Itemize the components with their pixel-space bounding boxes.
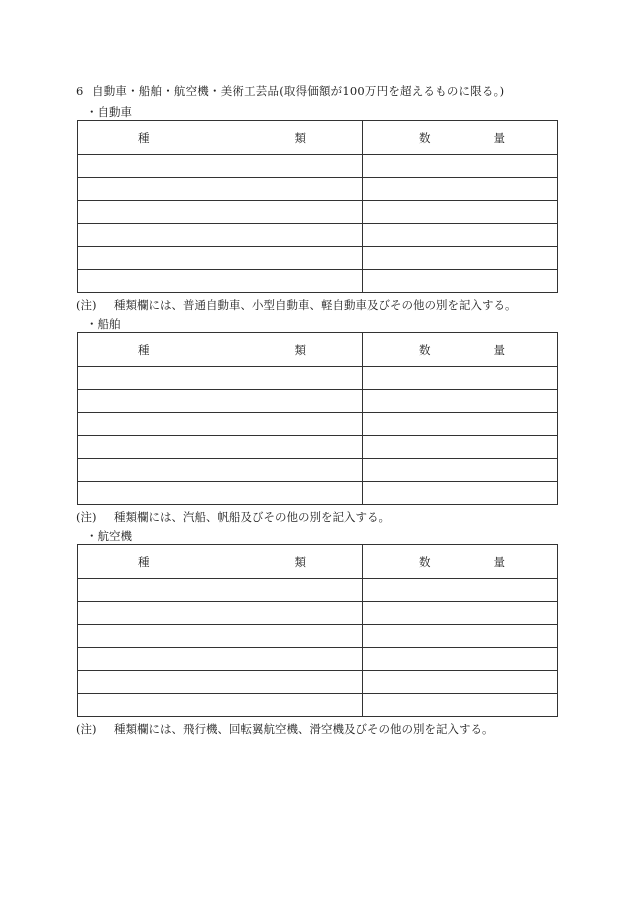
note-text: 種類欄には、汽船、帆船及びその他の別を記入する。 bbox=[114, 510, 390, 524]
table-row bbox=[78, 367, 558, 390]
type-cell[interactable] bbox=[78, 413, 363, 436]
table-row bbox=[78, 155, 558, 178]
type-cell[interactable] bbox=[78, 224, 363, 247]
note-text: 種類欄には、普通自動車、小型自動車、軽自動車及びその他の別を記入する。 bbox=[114, 298, 517, 312]
quantity-cell[interactable] bbox=[363, 413, 558, 436]
quantity-cell[interactable] bbox=[363, 625, 558, 648]
ship-table bbox=[77, 332, 558, 505]
type-column-header: 種 類 bbox=[78, 545, 363, 579]
type-cell[interactable] bbox=[78, 178, 363, 201]
table-row bbox=[78, 482, 558, 505]
quantity-cell[interactable] bbox=[363, 694, 558, 717]
quantity-column-header: 数 量 bbox=[363, 545, 558, 579]
automobile-table bbox=[77, 120, 558, 293]
quantity-column-header: 数 量 bbox=[363, 333, 558, 367]
type-column-header: 種 類 bbox=[78, 333, 363, 367]
table-row bbox=[78, 579, 558, 602]
section-title: 自動車・船舶・航空機・美術工芸品(取得価額が100万円を超えるものに限る。) bbox=[92, 84, 505, 98]
type-cell[interactable] bbox=[78, 155, 363, 178]
table-row bbox=[78, 178, 558, 201]
type-cell[interactable] bbox=[78, 671, 363, 694]
table-row bbox=[78, 270, 558, 293]
quantity-cell[interactable] bbox=[363, 459, 558, 482]
quantity-cell[interactable] bbox=[363, 436, 558, 459]
note-mark: (注) bbox=[76, 722, 97, 736]
table-row bbox=[78, 247, 558, 270]
type-cell[interactable] bbox=[78, 367, 363, 390]
table-row bbox=[78, 459, 558, 482]
quantity-cell[interactable] bbox=[363, 367, 558, 390]
type-cell[interactable] bbox=[78, 625, 363, 648]
section-label-ship: ・船舶 bbox=[86, 317, 121, 331]
type-cell[interactable] bbox=[78, 459, 363, 482]
type-cell[interactable] bbox=[78, 436, 363, 459]
section-label-aircraft: ・航空機 bbox=[86, 529, 132, 543]
quantity-cell[interactable] bbox=[363, 224, 558, 247]
aircraft-table bbox=[77, 544, 558, 717]
type-cell[interactable] bbox=[78, 648, 363, 671]
type-cell[interactable] bbox=[78, 247, 363, 270]
note-mark: (注) bbox=[76, 510, 97, 524]
automobile-note bbox=[76, 297, 517, 313]
section-heading bbox=[76, 83, 504, 99]
aircraft-note bbox=[76, 721, 494, 737]
quantity-cell[interactable] bbox=[363, 178, 558, 201]
table-row bbox=[78, 224, 558, 247]
note-text: 種類欄には、飛行機、回転翼航空機、滑空機及びその他の別を記入する。 bbox=[114, 722, 494, 736]
type-cell[interactable] bbox=[78, 482, 363, 505]
ship-note bbox=[76, 509, 390, 525]
table-header-row bbox=[78, 121, 558, 155]
table-row bbox=[78, 625, 558, 648]
table-row bbox=[78, 390, 558, 413]
quantity-column-header: 数 量 bbox=[363, 121, 558, 155]
table-row bbox=[78, 694, 558, 717]
table-row bbox=[78, 201, 558, 224]
section-label-automobile: ・自動車 bbox=[86, 105, 132, 119]
type-cell[interactable] bbox=[78, 270, 363, 293]
note-mark: (注) bbox=[76, 298, 97, 312]
table-header-row bbox=[78, 333, 558, 367]
quantity-cell[interactable] bbox=[363, 247, 558, 270]
quantity-cell[interactable] bbox=[363, 270, 558, 293]
quantity-cell[interactable] bbox=[363, 155, 558, 178]
quantity-cell[interactable] bbox=[363, 201, 558, 224]
quantity-cell[interactable] bbox=[363, 482, 558, 505]
type-cell[interactable] bbox=[78, 579, 363, 602]
type-cell[interactable] bbox=[78, 694, 363, 717]
section-number: 6 bbox=[76, 84, 84, 98]
quantity-cell[interactable] bbox=[363, 648, 558, 671]
quantity-cell[interactable] bbox=[363, 390, 558, 413]
table-row bbox=[78, 671, 558, 694]
table-row bbox=[78, 602, 558, 625]
table-row bbox=[78, 648, 558, 671]
quantity-cell[interactable] bbox=[363, 579, 558, 602]
type-column-header: 種 類 bbox=[78, 121, 363, 155]
quantity-cell[interactable] bbox=[363, 602, 558, 625]
type-cell[interactable] bbox=[78, 201, 363, 224]
type-cell[interactable] bbox=[78, 390, 363, 413]
type-cell[interactable] bbox=[78, 602, 363, 625]
quantity-cell[interactable] bbox=[363, 671, 558, 694]
table-row bbox=[78, 413, 558, 436]
table-row bbox=[78, 436, 558, 459]
table-header-row bbox=[78, 545, 558, 579]
